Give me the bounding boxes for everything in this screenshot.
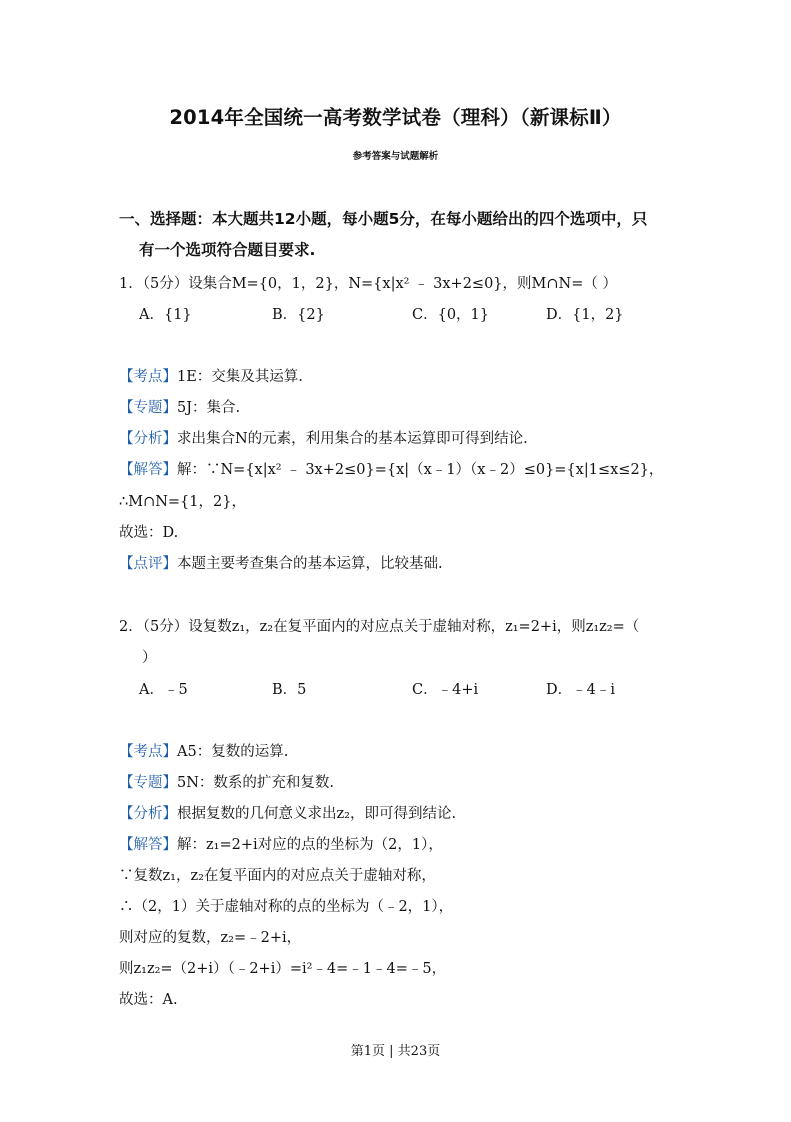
- fenxi-tag: 【分析】: [119, 431, 177, 447]
- question-2-option-b: B．5: [272, 682, 307, 698]
- question-1-option-a: A．{1}: [139, 307, 192, 323]
- question-1-option-d: D．{1，2}: [546, 307, 624, 323]
- question-2-jieda: [119, 833, 443, 854]
- document-title: 2014年全国统一高考数学试卷（理科）（新课标Ⅱ）: [169, 106, 622, 129]
- question-1-stem: 1．（5分）设集合M={0，1，2}，N={x|x² ﹣ 3x+2≤0}，则M∩N=（ ）: [119, 276, 617, 292]
- question-1-fenxi: [119, 427, 528, 448]
- question-2-jieda-line4: 则对应的复数，z₂=﹣2+i，: [119, 930, 302, 946]
- kaodian-text: A5：复数的运算.: [177, 744, 289, 760]
- question-1-jieda-line3: 故选：D.: [119, 525, 179, 541]
- question-2-fenxi: [119, 802, 456, 823]
- zhuanti-tag: 【专题】: [119, 775, 177, 791]
- question-1-dianping: [119, 552, 443, 573]
- question-2-zhuanti: [119, 771, 334, 792]
- zhuanti-tag: 【专题】: [119, 400, 177, 416]
- question-2-option-a: A．﹣5: [139, 682, 188, 698]
- question-2-jieda-line5: 则z₁z₂=（2+i）（﹣2+i）=i²﹣4=﹣1﹣4=﹣5，: [119, 961, 447, 977]
- section-heading-line1: 一、选择题：本大题共12小题，每小题5分，在每小题给出的四个选项中，只: [119, 210, 648, 228]
- kaodian-text: 1E：交集及其运算.: [177, 369, 303, 385]
- section-heading-line2: 有一个选项符合题目要求.: [139, 241, 316, 259]
- question-2-stem: 2．（5分）设复数z₁，z₂在复平面内的对应点关于虚轴对称，z₁=2+i，则z₁z₂=（: [119, 619, 640, 635]
- fenxi-tag: 【分析】: [119, 806, 177, 822]
- zhuanti-text: 5J：集合.: [177, 400, 241, 416]
- document-subtitle: 参考答案与试题解析: [352, 151, 439, 162]
- question-2-stem-line2: ）: [142, 650, 157, 666]
- kaodian-tag: 【考点】: [119, 369, 177, 385]
- question-2-jieda-line2: ∵复数z₁，z₂在复平面内的对应点关于虚轴对称，: [119, 868, 436, 884]
- question-1-option-c: C．{0，1}: [412, 307, 489, 323]
- question-2-option-d: D．﹣4﹣i: [546, 682, 615, 698]
- page-footer: 第1页 | 共23页: [350, 1044, 441, 1059]
- jieda-text: 解：z₁=2+i对应的点的坐标为（2，1），: [177, 837, 443, 853]
- question-1-jieda-line2: ∴M∩N={1，2}，: [119, 494, 246, 510]
- kaodian-tag: 【考点】: [119, 744, 177, 760]
- question-1-kaodian: [119, 365, 303, 386]
- fenxi-text: 根据复数的几何意义求出z₂，即可得到结论.: [177, 806, 457, 822]
- question-2-kaodian: [119, 740, 288, 761]
- question-1-option-b: B．{2}: [272, 307, 325, 323]
- question-2-option-c: C．﹣4+i: [412, 682, 479, 698]
- question-1-zhuanti: [119, 396, 240, 417]
- jieda-tag: 【解答】: [119, 837, 177, 853]
- question-1-jieda: [119, 458, 663, 479]
- zhuanti-text: 5N：数系的扩充和复数.: [177, 775, 335, 791]
- dianping-tag: 【点评】: [119, 556, 177, 572]
- jieda-tag: 【解答】: [119, 462, 177, 478]
- fenxi-text: 求出集合N的元素，利用集合的基本运算即可得到结论.: [177, 431, 528, 447]
- jieda-text: 解：∵N={x|x² ﹣ 3x+2≤0}={x|（x﹣1）（x﹣2）≤0}={x|1≤x≤2}，: [177, 462, 664, 478]
- dianping-text: 本题主要考查集合的基本运算，比较基础.: [177, 556, 443, 572]
- question-2-jieda-line6: 故选：A.: [119, 992, 178, 1008]
- question-2-jieda-line3: ∴（2，1）关于虚轴对称的点的坐标为（﹣2，1），: [119, 899, 454, 915]
